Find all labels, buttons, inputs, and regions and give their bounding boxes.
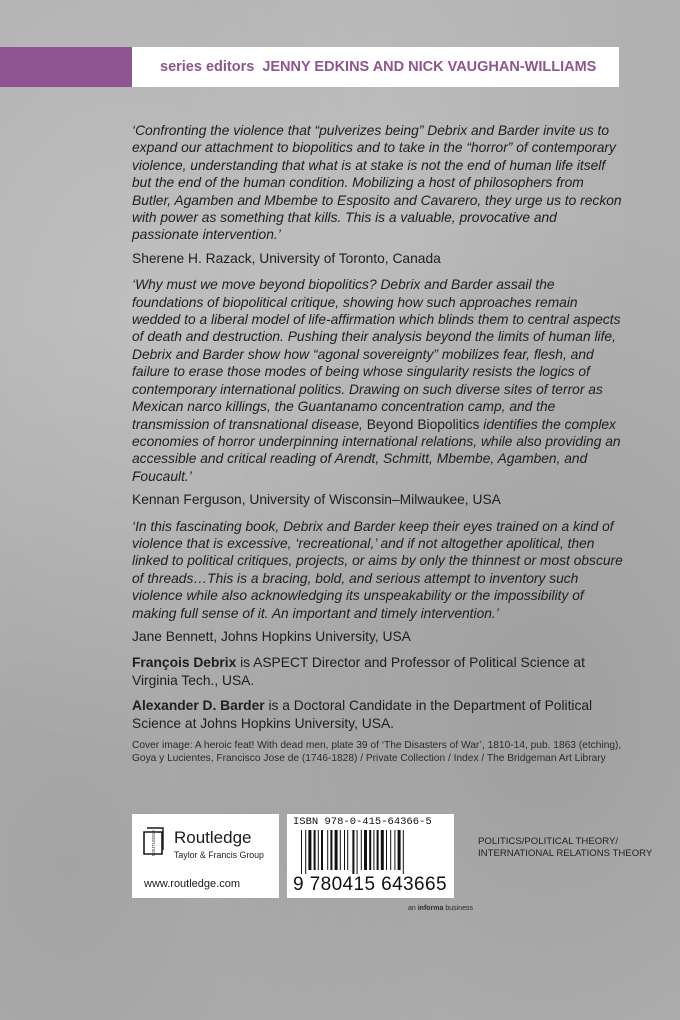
barcode-bar: [386, 830, 387, 870]
barcode-bar: [321, 830, 323, 870]
endorsement-quote-1: ‘Confronting the violence that “pulverizes being” Debrix and Barder invite us to expand our attachment to biopolitics and to take in the “horror” of contemporary violence, understanding that what is at stake is not the end of human life itself but the end of the human condition. Mobilizing a host of philosophers from Butler, Agamben and Mbembe to Esposito and Cavarero, they urge us to reckon with power as something that kills. This is a valuable, provocative and passionate intervention.’: [132, 123, 622, 243]
barcode-bar: [318, 830, 319, 870]
barcode-bar: [398, 830, 401, 870]
informa-prefix: an: [408, 905, 418, 912]
publisher-subtitle: Taylor & Francis Group: [174, 850, 264, 860]
barcode-bar: [394, 830, 395, 870]
quote-2-part-2: identifies the complex economies of horror underpinning international relations, while also providing an accessible and critical reading of Arendt, Schmitt, Mbembe, Agamben, and Foucault.’: [132, 416, 621, 484]
barcode-bar: [357, 830, 358, 874]
subject-line-1: POLITICS/POLITICAL THEORY/: [478, 836, 619, 847]
barcode-bar: [381, 830, 384, 870]
informa-suffix: business: [443, 905, 473, 912]
barcode-bar: [330, 830, 332, 870]
barcode-bar: [335, 830, 338, 870]
endorsement-attribution-1: Sherene H. Razack, University of Toronto, Canada: [132, 250, 441, 266]
informa-brand: informa: [417, 905, 444, 912]
endorsement-quote-2: [132, 276, 624, 485]
endorsement-attribution-3: Jane Bennett, Johns Hopkins University, USA: [132, 628, 411, 644]
barcode-bar: [327, 830, 328, 870]
cover-image-credit: Cover image: A heroic feat! With dead men, plate 39 of ‘The Disasters of War’, 1810-14, pub. 1863 (etching), Goya y Lucientes, Francisco Jose de (1746-1828) / Private Collection / Index / The Bridgeman Art Library: [132, 740, 622, 764]
publisher-name: Routledge: [174, 828, 252, 847]
barcode-bar: [340, 830, 341, 870]
barcode-bar: [347, 830, 348, 870]
barcode-bar: [314, 830, 316, 870]
quote-2-part-1: ‘Why must we move beyond biopolitics? Debrix and Barder assail the foundations of biopolitical critique, showing how such approaches remain wedded to a liberal model of life-affirmation which blinds them to central aspects of death and destruction. Pushing their analysis beyond the limits of human life, Debrix and Barder show how “agonal sovereignty” mobilizes fear, flesh, and failure to erase those modes of being whose singularity resists the logics of contemporary international politics. Drawing on such diverse sites of terror as Mexican narco killings, the Guantanamo concentration camp, and the transmission of transnational disease,: [132, 277, 621, 432]
barcode-bar: [377, 830, 379, 870]
publisher-url[interactable]: www.routledge.com: [144, 878, 240, 890]
isbn-label: ISBN 978-0-415-64366-5: [293, 816, 432, 828]
subject-line-2: INTERNATIONAL RELATIONS THEORY: [478, 848, 653, 859]
barcode-bar: [308, 830, 311, 870]
endorsement-attribution-2: Kennan Ferguson, University of Wisconsin–Milwaukee, USA: [132, 492, 501, 508]
barcode-bar: [301, 830, 302, 874]
subject-categories: [478, 836, 652, 860]
barcode-bar: [361, 830, 362, 870]
series-label: series editors: [160, 59, 255, 75]
author-name-1: François Debrix: [132, 655, 237, 671]
series-editors-bar: [132, 47, 619, 87]
author-name-2: Alexander D. Barder: [132, 698, 265, 714]
barcode-bar: [344, 830, 345, 870]
barcode-bar: [364, 830, 367, 870]
barcode-bar: [403, 830, 404, 874]
barcode-bar: [305, 830, 306, 874]
barcode-bar: [352, 830, 354, 874]
barcode-bar: [369, 830, 371, 870]
author-bio-2: [132, 697, 624, 732]
series-editors: JENNY EDKINS AND NICK VAUGHAN-WILLIAMS: [262, 59, 597, 75]
routledge-logo-text: ROUTLEDGE: [151, 829, 156, 856]
isbn-barcode: [287, 814, 454, 898]
book-title: Beyond Biopolitics: [366, 416, 480, 432]
barcode-bar: [373, 830, 374, 870]
routledge-logo-icon: [142, 826, 166, 866]
series-color-stripe: [0, 47, 132, 87]
isbn-digits: 9 780415 643665: [293, 874, 447, 895]
informa-business-tag: [408, 905, 473, 912]
author-bio-1: [132, 654, 624, 689]
author-bio-text-1: is ASPECT Director and Professor of Political Science at Virginia Tech., USA.: [132, 655, 585, 688]
barcode-bar: [390, 830, 391, 870]
author-bio-text-2: is a Doctoral Candidate in the Department of Political Science at Johns Hopkins University, USA.: [132, 698, 593, 731]
endorsement-quote-3: ‘In this fascinating book, Debrix and Barder keep their eyes trained on a kind of violence that is excessive, ‘recreational,’ and if not altogether apolitical, then linked to political critiques, projects, or aims by only the thinnest or most obscure of threads…This is a bracing, bold, and serious attempt to inventory such violence while also acknowledging its unspeakability or the impossibility of making full sense of it. An important and timely intervention.’: [132, 518, 623, 621]
back-cover-text: [132, 122, 624, 765]
publisher-box: [132, 814, 279, 898]
